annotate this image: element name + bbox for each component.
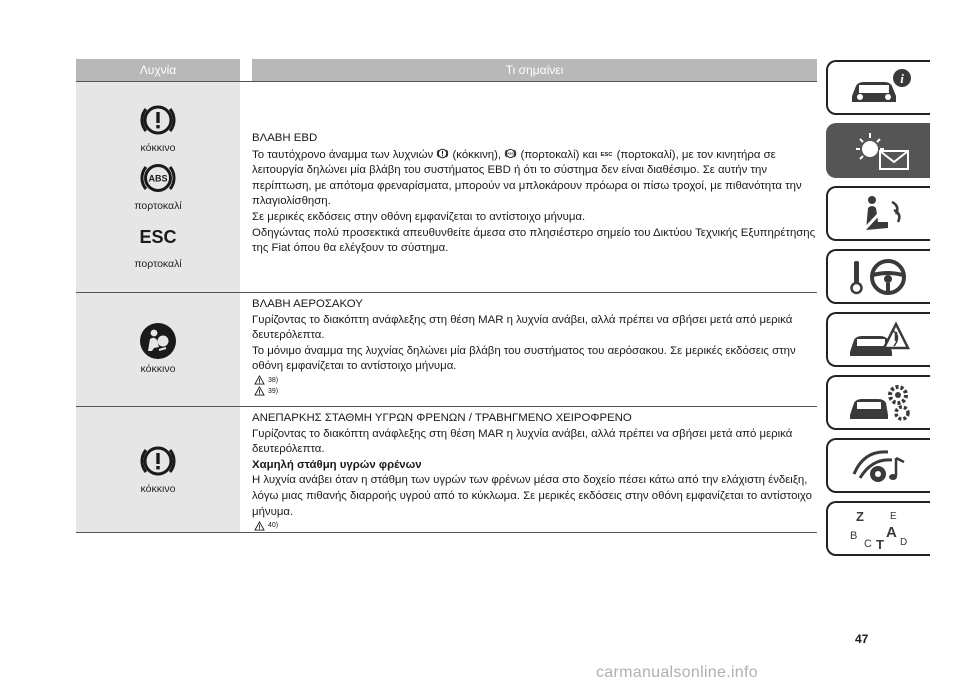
lamp-cell: [76, 407, 240, 532]
meaning-cell: [240, 407, 817, 532]
table-row-brake-fluid: [76, 407, 817, 533]
header-lamp: Λυχνία: [76, 59, 240, 81]
esc-icon: [600, 147, 613, 160]
lamp-color-label: πορτοκαλί: [134, 200, 182, 212]
abs-icon: [138, 158, 178, 198]
alphabetical-index-icon: [844, 507, 914, 551]
watermark: carmanualsonline.info: [596, 664, 758, 681]
table-row-airbag: [76, 293, 817, 407]
paragraph: Οδηγώντας πολύ προσεκτικά απευθυνθείτε άμεσα στο πλησιέστερο σημείο του Δικτύου Τεχνικής Εξυπηρέτησης της Fiat όπου θα ελέγξουν το σύστημα.: [252, 226, 816, 255]
tab-maintenance[interactable]: [826, 375, 930, 430]
lamp-color-label: κόκκινο: [140, 142, 176, 154]
abs-icon: [504, 147, 517, 160]
table-header: [76, 59, 817, 81]
tab-safety[interactable]: [826, 186, 930, 241]
warning-triangle-icon: [254, 386, 265, 396]
table-row-ebd: [76, 81, 817, 293]
exclamation-circle-icon: [138, 441, 178, 481]
row-title: ΒΛΑΒΗ ΑΕΡΟΣΑΚΟΥ: [252, 298, 363, 310]
header-meaning: Τι σημαίνει: [252, 59, 817, 81]
exclamation-circle-icon: [138, 100, 178, 140]
row-title: ΑΝΕΠΑΡΚΗΣ ΣΤΑΘΜΗ ΥΓΡΩΝ ΦΡΕΝΩΝ / ΤΡΑΒΗΓΜΕΝΟ ΧΕΙΡΟΦΡΕΝΟ: [252, 412, 632, 424]
warning-light-message-icon: [844, 129, 914, 173]
warning-triangle-icon: [254, 375, 265, 385]
lamp-cell: [76, 82, 240, 292]
tab-emergency[interactable]: [826, 312, 930, 367]
tab-starting-driving[interactable]: [826, 249, 930, 304]
svg-text:i: i: [900, 70, 904, 86]
subtitle: Χαμηλή στάθμη υγρών φρένων: [252, 458, 422, 471]
exclamation-circle-icon: [436, 147, 449, 160]
warning-ref[interactable]: 40): [254, 520, 817, 531]
steering-wheel-key-icon: [844, 255, 914, 299]
car-info-icon: [844, 66, 914, 110]
tab-index[interactable]: [826, 501, 930, 556]
index-letter: T: [876, 536, 884, 551]
paragraph: Σε μερικές εκδόσεις στην οθόνη εμφανίζεται το αντίστοιχο μήνυμα.: [252, 210, 586, 223]
car-service-gears-icon: [844, 381, 914, 425]
page-number: 47: [855, 632, 869, 646]
tab-technical-data[interactable]: [826, 438, 930, 493]
warning-lights-table: [76, 59, 817, 533]
lamp-color-label: κόκκινο: [140, 362, 176, 375]
airbag-passenger-icon: [138, 321, 178, 361]
paragraph: Η λυχνία ανάβει όταν η στάθμη των υγρών των φρένων μέσα στο δοχείο πέσει κάτω από την ελάχιστη ένδειξη, λόγω μιας πιθανής διαρροής υγρού από το κύκλωμα. Σε μερικές εκδόσεις στην οθόνη εμφανίζεται το αντίστοιχο μήνυμα.: [252, 474, 812, 518]
paragraph: Γυρίζοντας το διακόπτη ανάφλεξης στη θέση MAR η λυχνία ανάβει, αλλά πρέπει να σβήσει μετά από μερικά δευτερόλεπτα.: [252, 427, 793, 456]
warning-ref[interactable]: 39): [254, 386, 817, 397]
meaning-cell: [240, 293, 817, 406]
index-letter: C: [864, 537, 872, 550]
index-letter: B: [850, 529, 858, 542]
seat-airbag-icon: [844, 192, 914, 236]
warning-ref[interactable]: 38): [254, 375, 817, 386]
index-letter: A: [886, 523, 897, 541]
index-letter: Z: [856, 508, 864, 524]
lamp-color-label: κόκκινο: [140, 482, 176, 495]
warning-triangle-icon: [254, 521, 265, 531]
paragraph: Το μόνιμο άναμμα της λυχνίας δηλώνει μία βλάβη του συστήματος του αερόσακου. Σε μερικές εκδόσεις στην οθόνη εμφανίζεται το αντίστοιχο μήνυμα.: [252, 344, 796, 373]
meaning-cell: [240, 82, 817, 292]
paragraph: Το ταυτόχρονο άναμμα των λυχνιών (κόκκινη), (πορτοκαλί) και (πορτοκαλί), με τον κινητήρα σε λειτουργία δηλώνει μία βλάβη του συστήματος EBD ή ότι το σύστημα δεν είναι διαθέσιμο. Σε αυτήν την περίπτωση, με απότομα φρεναρίσματα, μπορούν να μπλοκάρουν πρόωρα οι πίσω τροχοί, με πιθανότητα την πλαγιολίσθηση.: [252, 148, 802, 208]
tab-warning-lights[interactable]: [826, 123, 930, 178]
paragraph: Γυρίζοντας το διακόπτη ανάφλεξης στη θέση MAR η λυχνία ανάβει, αλλά πρέπει να σβήσει μετά από μερικά δευτερόλεπτα.: [252, 313, 793, 342]
index-letter: E: [890, 510, 897, 522]
lamp-color-label: πορτοκαλί: [134, 258, 182, 270]
esc-icon: [138, 216, 178, 256]
row-title: ΒΛΑΒΗ EBD: [252, 132, 318, 144]
lamp-cell: [76, 293, 240, 406]
tab-car-info[interactable]: [826, 60, 930, 115]
car-breakdown-icon: [844, 318, 914, 362]
index-letter: D: [900, 536, 908, 548]
multimedia-note-icon: [844, 444, 914, 488]
